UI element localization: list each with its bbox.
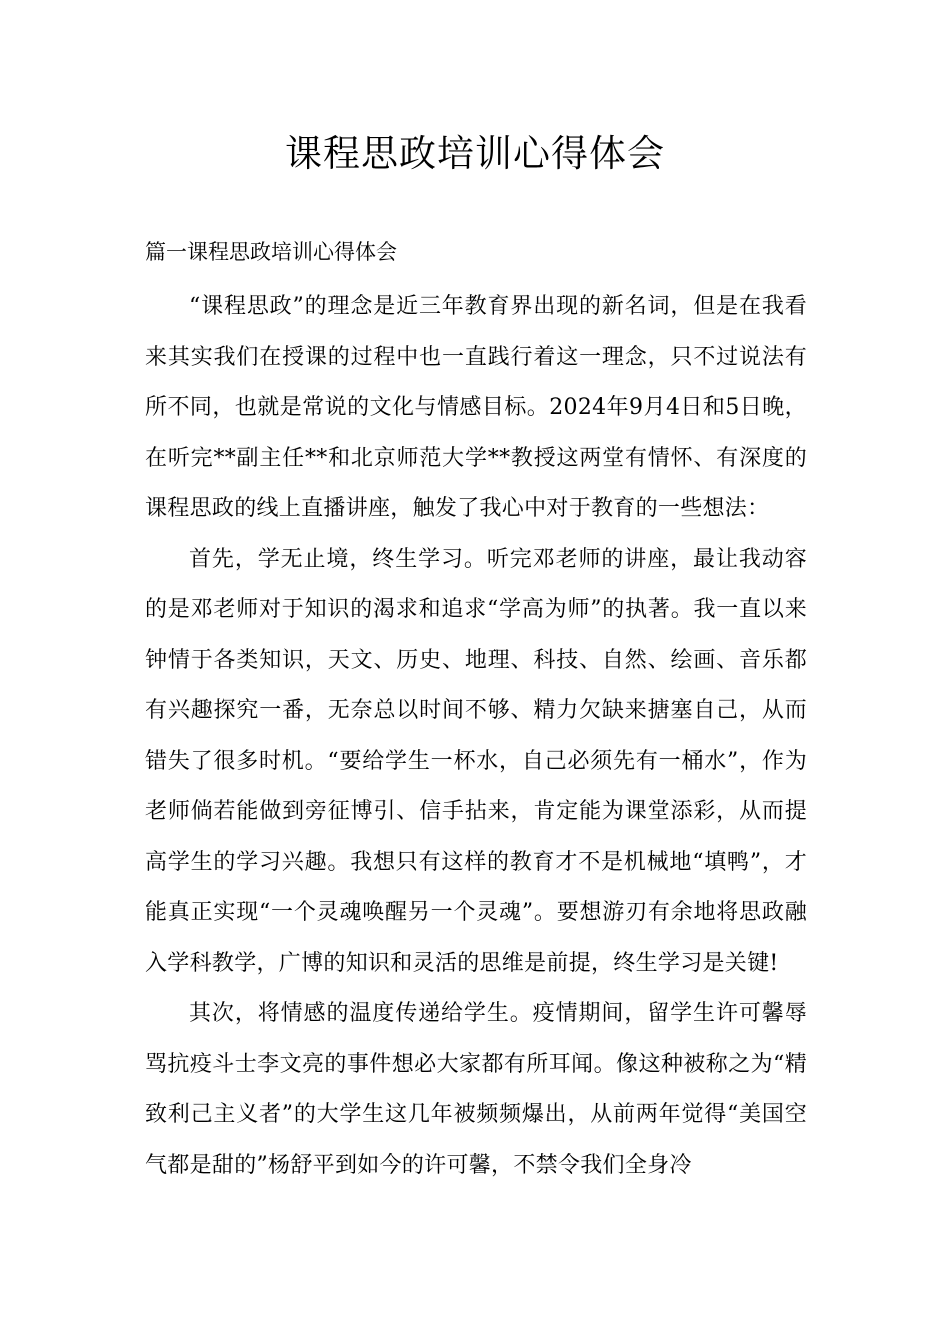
paragraph-2: 首先，学无止境，终生学习。听完邓老师的讲座，最让我动容的是邓老师对于知识的渴求和追求“学高为师”的执著。我一直以来钟情于各类知识，天文、历史、地理、科技、自然、绘画、音乐都有兴趣探究一番，无奈总以时间不够、精力欠缺来搪塞自己，从而错失了很多时机。“要给学生一杯水，自己必须先有一桶水”，作为老师倘若能做到旁征博引、信手拈来，肯定能为课堂添彩，从而提高学生的学习兴趣。我想只有这样的教育才不是机械地“填鸭”，才能真正实现“一个灵魂唤醒另一个灵魂”。要想游刃有余地将思政融入学科教学，广博的知识和灵活的思维是前提，终生学习是关键! [145,546,807,976]
paragraph-3: 其次，将情感的温度传递给学生。疫情期间，留学生许可馨辱骂抗疫斗士李文亮的事件想必大家都有所耳闻。像这种被称之为“精致利己主义者”的大学生这几年被频频爆出，从前两年觉得“美国空气都是甜的”杨舒平到如今的许可馨，不禁令我们全身冷 [145,1001,807,1178]
document-title: 课程思政培训心得体会 [285,132,665,175]
paragraph-1: “课程思政”的理念是近三年教育界出现的新名词，但是在我看来其实我们在授课的过程中也一直践行着这一理念，只不过说法有所不同，也就是常说的文化与情感目标。2024年9月4日和5日晚，在听完**副主任**和北京师范大学**教授这两堂有情怀、有深度的课程思政的线上直播讲座，触发了我心中对于教育的一些想法： [145,294,807,521]
document-body [145,282,807,1191]
section-heading: 篇一课程思政培训心得体会 [145,240,397,264]
